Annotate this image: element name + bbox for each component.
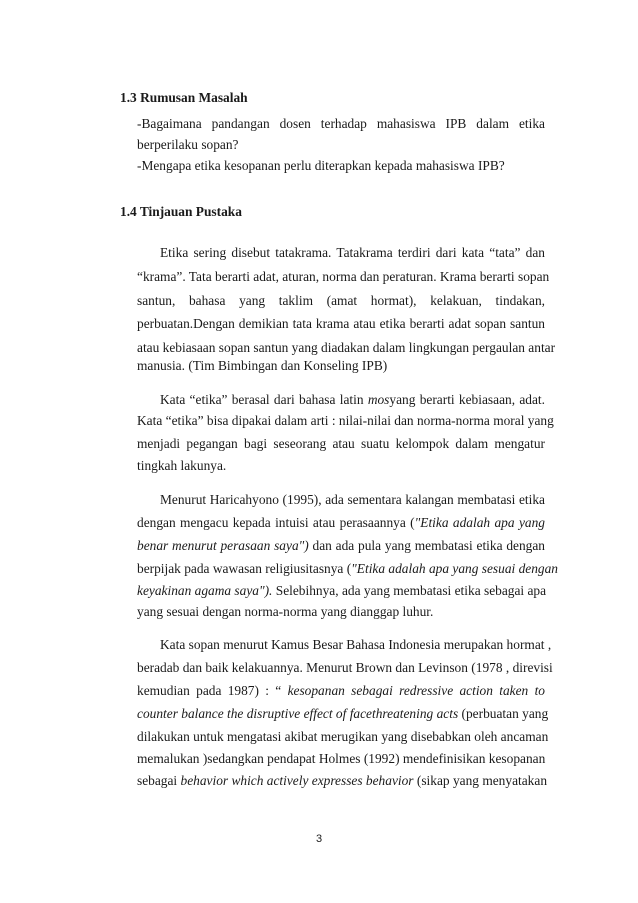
- paragraph-3-line: benar menurut perasaan saya") dan ada pula yang membatasi etika dengan: [137, 538, 545, 553]
- page-number: 3: [315, 833, 323, 845]
- paragraph-3-line: Menurut Haricahyono (1995), ada sementara kalangan membatasi etika: [160, 492, 545, 507]
- paragraph-4-line: counter balance the disruptive effect of facethreatening acts (perbuatan yang: [137, 706, 549, 721]
- paragraph-2-line: Kata “etika” berasal dari bahasa latin mosyang berarti kebiasaan, adat.: [160, 392, 545, 407]
- paragraph-2-line: Kata “etika” bisa dipakai dalam arti : nilai-nilai dan norma-norma moral yang: [137, 413, 554, 428]
- paragraph-3-line: yang sesuai dengan norma-norma yang dianggap luhur.: [137, 604, 434, 619]
- paragraph-1-line: “krama”. Tata berarti adat, aturan, norma dan peraturan. Krama berarti sopan: [137, 269, 550, 284]
- paragraph-1-line: manusia. (Tim Bimbingan dan Konseling IPB): [137, 358, 388, 373]
- paragraph-4-line: Kata sopan menurut Kamus Besar Bahasa Indonesia merupakan hormat ,: [160, 637, 552, 652]
- question-2: -Mengapa etika kesopanan perlu diterapkan kepada mahasiswa IPB?: [137, 158, 505, 173]
- paragraph-3-line: berpijak pada wawasan religiusitasnya ("Etika adalah apa yang sesuai dengan: [137, 561, 559, 576]
- paragraph-3-line: keyakinan agama saya"). Selebihnya, ada yang membatasi etika sebagai apa: [137, 583, 547, 598]
- paragraph-1-line: perbuatan.Dengan demikian tata krama atau etika berarti adat sopan santun: [137, 316, 545, 331]
- paragraph-4-line: memalukan )sedangkan pendapat Holmes (1992) mendefinisikan kesopanan: [137, 751, 546, 766]
- paragraph-4-line: sebagai behavior which actively expresses behavior (sikap yang menyatakan: [137, 773, 548, 788]
- paragraph-3-line: dengan mengacu kepada intuisi atau perasaannya ("Etika adalah apa yang: [137, 515, 545, 530]
- section-heading-tinjauan-pustaka: 1.4 Tinjauan Pustaka: [120, 204, 242, 219]
- paragraph-4-line: beradab dan baik kelakuannya. Menurut Brown dan Levinson (1978 , direvisi: [137, 660, 553, 675]
- paragraph-1-line: atau kebiasaan sopan santun yang diadakan dalam lingkungan pergaulan antar: [137, 340, 556, 355]
- paragraph-4-line: dilakukan untuk mengatasi akibat merugikan yang disebabkan oleh ancaman: [137, 729, 549, 744]
- paragraph-1-line: santun, bahasa yang taklim (amat hormat), kelakuan, tindakan,: [137, 293, 545, 308]
- question-1-line-1: -Bagaimana pandangan dosen terhadap mahasiswa IPB dalam etika: [137, 116, 545, 131]
- section-heading-rumusan-masalah: 1.3 Rumusan Masalah: [120, 90, 248, 105]
- paragraph-4-line: kemudian pada 1987) : “ kesopanan sebagai redressive action taken to: [137, 683, 545, 698]
- question-1-line-2: berperilaku sopan?: [137, 137, 239, 152]
- paragraph-2-line: menjadi pegangan bagi seseorang atau suatu kelompok dalam mengatur: [137, 436, 545, 451]
- paragraph-1-line: Etika sering disebut tatakrama. Tatakrama terdiri dari kata “tata” dan: [160, 245, 545, 260]
- paragraph-2-line: tingkah lakunya.: [137, 458, 227, 473]
